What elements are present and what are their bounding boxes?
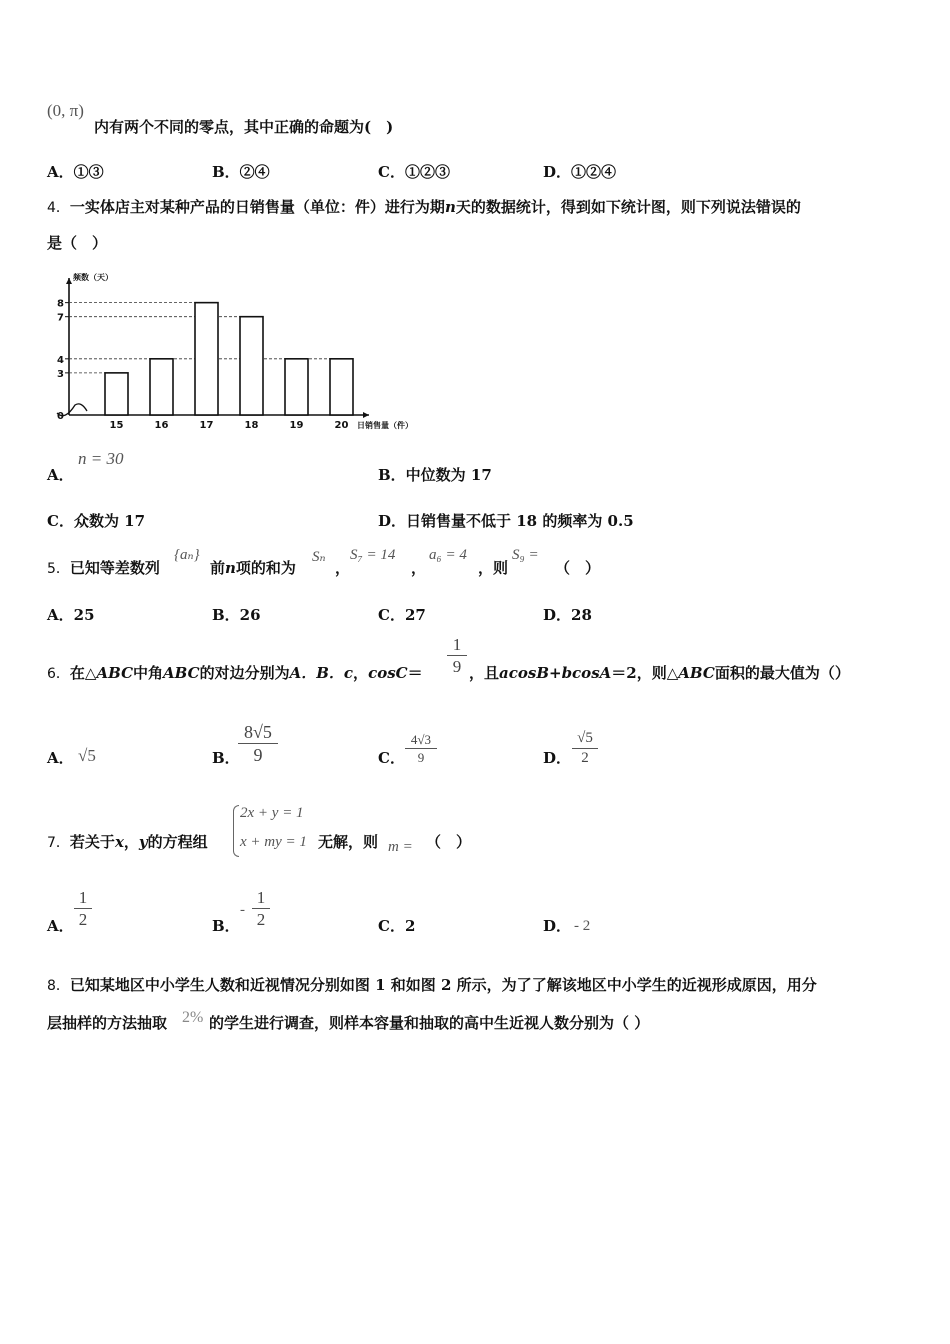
bar-16	[150, 359, 173, 415]
q7-line-a	[47, 831, 208, 852]
q7-equation-1: 2x + y = 1	[240, 805, 304, 821]
q6-option-b-label[interactable]: B．	[212, 749, 240, 767]
q7-comma: ，	[123, 833, 139, 851]
q7-option-a-fraction	[74, 889, 92, 928]
q6-eq: ＝	[407, 664, 423, 682]
q6-abc2: ABC	[163, 664, 200, 682]
q6-text7: 面积的最大值为（）	[714, 664, 850, 682]
q7-number: 7．	[47, 835, 70, 851]
q4-line2: 是（ ）	[47, 234, 108, 252]
q5-sequence: {aₙ}	[174, 547, 200, 563]
q6-option-a-math: √5	[78, 746, 96, 765]
q6-option-c-fraction	[405, 733, 437, 764]
sales-frequency-chart	[47, 270, 437, 438]
q6-frac-num: 1	[452, 635, 462, 654]
q4-text-a: 一实体店主对某种产品的日销售量（单位：件）进行为期	[69, 198, 445, 216]
q3-option-c[interactable]: C．①②③	[378, 163, 450, 181]
q7-option-d-label[interactable]: D．	[543, 917, 572, 935]
q6-abc1: ABC	[96, 664, 134, 682]
x-tick-label: 16	[154, 420, 169, 431]
q5-text3: 项的和为	[235, 559, 296, 577]
x-tick-label: 18	[244, 420, 259, 431]
q5-comma1: ，	[335, 559, 351, 577]
q4-line1	[47, 196, 801, 217]
q3-option-a[interactable]: A．①③	[47, 163, 104, 181]
q6-option-c-label[interactable]: C．	[378, 749, 405, 767]
q4-option-c[interactable]: C．众数为 17	[47, 512, 146, 530]
q6-sides: A．B．c	[289, 664, 354, 682]
q5-tail: （ ）	[555, 559, 601, 577]
y-tick-label: 8	[57, 298, 64, 310]
q4-number: 4．	[47, 200, 70, 216]
q5-a6: a₆ = 4	[429, 547, 467, 563]
q6-option-d-label[interactable]: D．	[543, 749, 572, 767]
q6-text3: 的对边分别为	[199, 664, 290, 682]
q6-text2: 中角	[133, 664, 164, 682]
q6-text1: 在△	[69, 664, 97, 682]
y-tick-label: 7	[57, 312, 64, 324]
q6-line-a	[47, 662, 423, 683]
q8-line1	[47, 974, 817, 995]
q7-option-b-label[interactable]: B．	[212, 917, 240, 935]
q7-a-den: 2	[78, 910, 88, 929]
q8-percent: 2%	[182, 1009, 204, 1026]
x-tick-label: 15	[109, 420, 124, 431]
q7-m: m =	[388, 839, 413, 855]
q7-text2: 的方程组	[147, 833, 208, 851]
q7-b-den: 2	[256, 910, 266, 929]
q3-tail-text: 内有两个不同的零点，其中正确的命题为( )	[94, 118, 394, 136]
bar-18	[240, 317, 263, 415]
q5-sn: Sₙ	[312, 549, 326, 565]
q5-line	[47, 557, 160, 578]
q6-expr: acosB+bcosA	[499, 664, 612, 682]
q6-d-den: 2	[581, 750, 589, 766]
q5-option-c[interactable]: C．27	[378, 606, 426, 624]
q4-option-a-math: n = 30	[78, 449, 124, 468]
q6-frac-den: 9	[452, 657, 462, 676]
q5-option-a[interactable]: A．25	[47, 606, 95, 624]
q6-fraction	[447, 636, 467, 675]
q6-option-b-fraction	[238, 723, 278, 764]
q5-text1: 已知等差数列	[69, 559, 160, 577]
q7-text3: 无解，则	[318, 833, 379, 851]
q5-var-n: n	[225, 559, 236, 577]
x-tick-label: 20	[334, 420, 349, 431]
q5-comma2: ，	[411, 559, 427, 577]
q8-text1: 已知某地区中小学生人数和近视情况分别如图 1 和如图 2 所示，为了了解该地区中小学生的近视形成原因，用分	[69, 976, 817, 994]
q6-line-b	[469, 662, 850, 683]
q6-d-num: √5	[577, 730, 593, 746]
q6-c-den: 9	[417, 750, 425, 765]
q7-option-a-label[interactable]: A．	[47, 917, 74, 935]
q4-option-b[interactable]: B．中位数为 17	[378, 466, 492, 484]
q4-option-a-label[interactable]: A．	[47, 466, 74, 484]
q7-y: y	[138, 833, 148, 851]
q6-abc3: ABC	[678, 664, 715, 682]
q5-s9: S₉ =	[512, 547, 539, 563]
q3-option-b[interactable]: B．②④	[212, 163, 270, 181]
q6-text6: ＝2，则△	[611, 664, 679, 682]
q7-x: x	[114, 833, 124, 851]
q4-text-b: 天的数据统计，得到如下统计图，则下列说法错误的	[455, 198, 801, 216]
q7-option-c[interactable]: C．2	[378, 917, 416, 935]
q6-b-den: 9	[253, 745, 263, 765]
q7-system-brace	[233, 805, 239, 857]
q7-option-d-math: - 2	[574, 918, 591, 934]
y-tick-label: 0	[57, 411, 64, 422]
bar-19	[285, 359, 308, 415]
q5-number: 5．	[47, 561, 70, 577]
q4-option-d[interactable]: D．日销售量不低于 18 的频率为 0.5	[378, 512, 634, 530]
bar-15	[105, 373, 128, 415]
q6-text4: ，	[353, 664, 369, 682]
x-axis-arrow-icon	[363, 412, 369, 418]
q7-b-num: 1	[256, 888, 266, 907]
q6-option-a-label[interactable]: A．	[47, 749, 74, 767]
y-axis-arrow-icon	[66, 278, 72, 284]
q8-line2b: 的学生进行调查，则样本容量和抽取的高中生近视人数分别为（ ）	[209, 1014, 650, 1032]
x-tick-label: 17	[199, 420, 214, 431]
q5-text4: ，则	[478, 559, 509, 577]
x-tick-label: 19	[289, 420, 304, 431]
x-axis-label: 日销售量（件）	[357, 421, 413, 430]
q6-b-num: 8√5	[244, 722, 272, 742]
q6-text5: ，且	[469, 664, 500, 682]
q5-line-b	[210, 557, 296, 578]
y-axis-label: 频数（天）	[73, 273, 113, 282]
q5-option-b[interactable]: B．26	[212, 606, 261, 624]
q7-equation-2: x + my = 1	[240, 834, 307, 850]
bar-17	[195, 303, 218, 415]
q7-option-b-fraction	[252, 889, 270, 928]
q3-option-d[interactable]: D．①②④	[543, 163, 617, 181]
bar-20	[330, 359, 353, 415]
q7-option-b-sign: -	[240, 902, 245, 918]
q7-a-num: 1	[78, 888, 88, 907]
q6-number: 6．	[47, 666, 70, 682]
q6-cosc: cosC	[368, 664, 408, 682]
y-tick-label: 4	[57, 354, 64, 366]
q8-number: 8．	[47, 978, 70, 994]
q8-line2a: 层抽样的方法抽取	[47, 1014, 168, 1032]
q5-text2: 前	[210, 559, 226, 577]
q4-var-n: n	[444, 198, 456, 216]
interval-expression: (0, π)	[47, 101, 84, 120]
y-tick-label: 3	[57, 368, 64, 380]
q7-tail: （ ）	[426, 833, 472, 851]
q7-text1: 若关于	[69, 833, 115, 851]
q5-option-d[interactable]: D．28	[543, 606, 592, 624]
q6-c-num: 4√3	[410, 732, 432, 747]
q6-option-d-fraction	[572, 731, 598, 766]
q5-s7: S₇ = 14	[350, 547, 396, 563]
